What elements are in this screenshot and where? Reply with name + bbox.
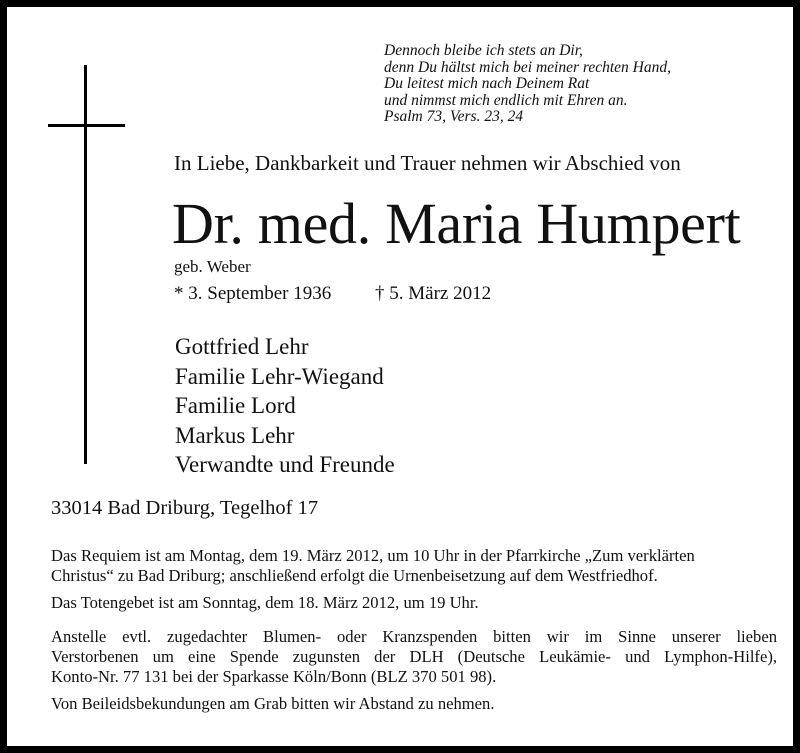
verse-line: Du leitest mich nach Deinem Rat xyxy=(384,75,590,92)
verse-line: und nimmst mich endlich mit Ehren an. xyxy=(384,91,628,109)
requiem-paragraph xyxy=(51,546,777,586)
donation-line: Anstelle evtl. zugedachter Blumen- oder Kranzspenden bitten wir im Sinne unserer lieben xyxy=(51,627,777,646)
donation-line: Konto-Nr. 77 131 bei der Sparkasse Köln/Bonn (BLZ 370 501 98). xyxy=(51,667,497,686)
bible-verse xyxy=(384,43,671,126)
intro-text: In Liebe, Dankbarkeit und Trauer nehmen wir Abschied von xyxy=(174,151,681,175)
requiem-line: Christus“ zu Bad Driburg; anschließend erfolgt die Urnenbeisetzung auf dem Westfriedhof. xyxy=(51,566,658,585)
verse-line: Dennoch bleibe ich stets an Dir, xyxy=(384,42,583,59)
donation-line: Verstorbenen um eine Spende zugunsten der DLH (Deutsche Leukämie- und Lymphon-Hilfe), xyxy=(51,647,777,666)
verse-line: denn Du hältst mich bei meiner rechten Hand, xyxy=(384,58,671,76)
requiem-line: Das Requiem ist am Montag, dem 19. März 2012, um 10 Uhr in der Pfarrkirche „Zum verklärten xyxy=(51,546,695,565)
death-date: † 5. März 2012 xyxy=(375,283,492,304)
mourner: Familie Lord xyxy=(175,393,296,418)
verse-reference: Psalm 73, Vers. 23, 24 xyxy=(384,108,524,125)
donation-paragraph xyxy=(51,627,777,687)
cross-icon-crossbar xyxy=(48,124,125,127)
birth-date: * 3. September 1936 xyxy=(174,283,332,304)
condolences-line: Von Beileidsbekundungen am Grab bitten wir Abstand zu nehmen. xyxy=(51,694,495,713)
mourner: Familie Lehr-Wiegand xyxy=(175,363,384,389)
mourner: Verwandte und Freunde xyxy=(175,452,395,477)
maiden-name: geb. Weber xyxy=(174,257,251,276)
deceased-name: Dr. med. Maria Humpert xyxy=(172,191,741,256)
condolences-paragraph xyxy=(51,694,777,714)
mourner: Gottfried Lehr xyxy=(175,334,309,359)
prayer-paragraph xyxy=(51,593,777,613)
address: 33014 Bad Driburg, Tegelhof 17 xyxy=(51,497,319,519)
prayer-line: Das Totengebet ist am Sonntag, dem 18. März 2012, um 19 Uhr. xyxy=(51,593,479,612)
mourner: Markus Lehr xyxy=(175,422,295,448)
mourners-list xyxy=(175,332,395,480)
